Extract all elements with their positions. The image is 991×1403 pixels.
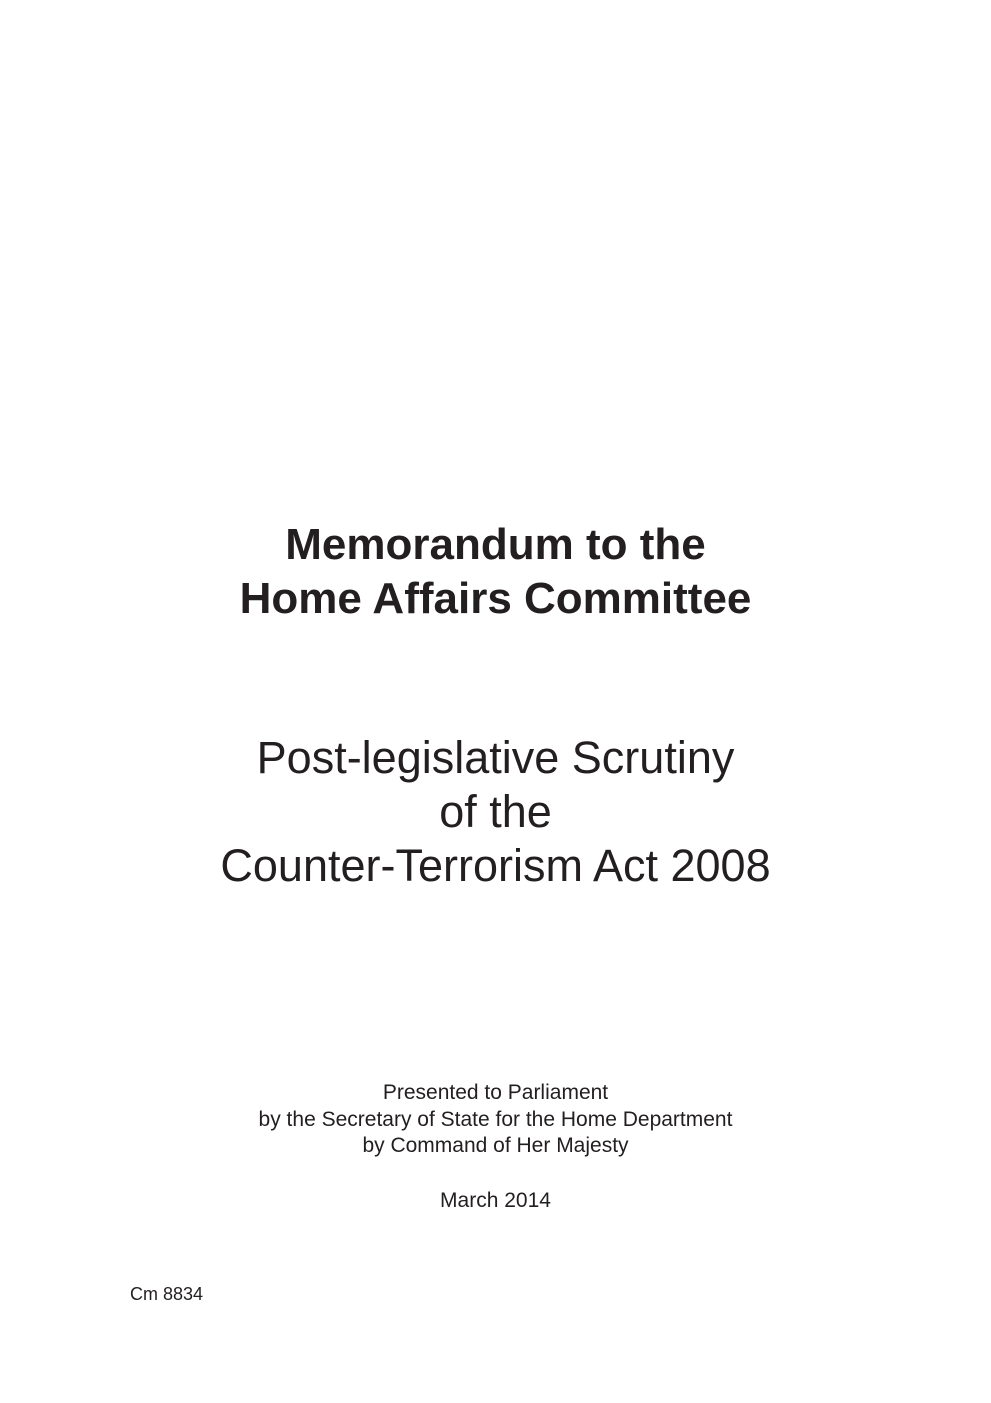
title-line-1: Memorandum to the (285, 520, 706, 569)
subtitle-line-3: Counter-Terrorism Act 2008 (220, 840, 771, 891)
presentation-line-3: by Command of Her Majesty (362, 1134, 629, 1157)
document-title (0, 518, 991, 626)
presentation-line-1: Presented to Parliament (382, 1081, 609, 1104)
subtitle-line-2: of the (439, 786, 552, 837)
title-line-2: Home Affairs Committee (239, 574, 752, 623)
publication-date (0, 1188, 991, 1214)
subtitle-line-1: Post-legislative Scrutiny (256, 732, 735, 783)
presentation-line-2: by the Secretary of State for the Home Department (258, 1107, 733, 1131)
presentation-statement (0, 1080, 991, 1160)
date-text: March 2014 (440, 1189, 551, 1212)
command-paper-number: Cm 8834 (130, 1284, 204, 1304)
document-subtitle (0, 731, 991, 893)
